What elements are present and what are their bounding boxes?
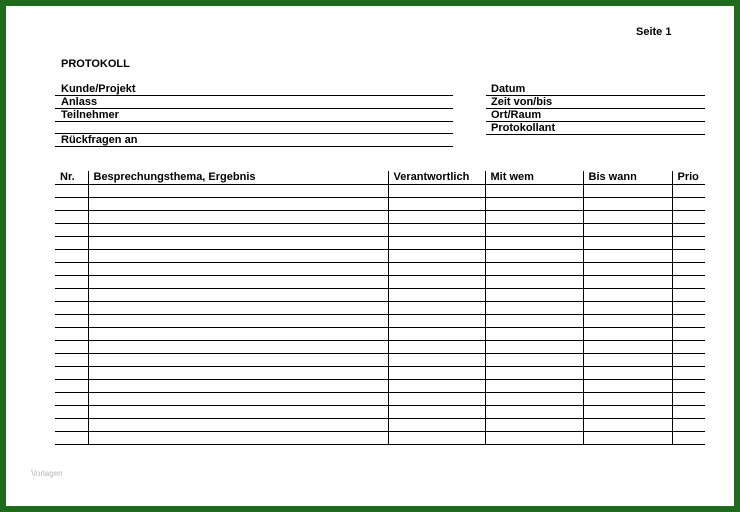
table-row [55,289,705,302]
table-cell[interactable] [388,276,485,289]
table-cell[interactable] [583,315,672,328]
table-cell[interactable] [55,367,88,380]
table-cell[interactable] [55,380,88,393]
table-row [55,367,705,380]
table-cell[interactable] [672,198,705,211]
column-header-verantwortlich: Verantwortlich [388,171,485,185]
table-row [55,302,705,315]
table-cell[interactable] [485,237,583,250]
table-cell[interactable] [388,380,485,393]
table-cell[interactable] [583,367,672,380]
table-header-row [55,171,705,185]
table-cell[interactable] [485,302,583,315]
table-cell[interactable] [88,354,388,367]
table-cell[interactable] [485,393,583,406]
table-cell[interactable] [88,198,388,211]
table-cell[interactable] [583,380,672,393]
column-header-bis-wann: Bis wann [583,171,672,185]
table-body [55,185,705,445]
table-cell[interactable] [388,185,485,198]
table-cell[interactable] [485,315,583,328]
table-cell[interactable] [388,367,485,380]
table-cell[interactable] [672,185,705,198]
table-cell[interactable] [583,263,672,276]
field-zeit: Zeit von/bis [491,96,553,108]
table-cell[interactable] [485,380,583,393]
table-cell[interactable] [88,341,388,354]
table-cell[interactable] [55,315,88,328]
table-cell[interactable] [485,185,583,198]
table-cell[interactable] [55,237,88,250]
table-row [55,315,705,328]
table-cell[interactable] [55,393,88,406]
table-cell[interactable] [672,341,705,354]
page-number: Seite 1 [636,26,672,38]
table-cell[interactable] [672,328,705,341]
table-cell[interactable] [55,419,88,432]
field-ort-raum: Ort/Raum [491,109,542,121]
column-header-prio: Prio [672,171,705,185]
table-cell[interactable] [485,406,583,419]
table-cell[interactable] [388,237,485,250]
field-anlass: Anlass [61,96,98,108]
table-cell[interactable] [583,406,672,419]
protocol-table [55,171,705,445]
table-cell[interactable] [485,250,583,263]
table-cell[interactable] [88,302,388,315]
table-cell[interactable] [388,315,485,328]
table-cell[interactable] [485,419,583,432]
table-cell[interactable] [672,237,705,250]
table-cell[interactable] [672,406,705,419]
table-cell[interactable] [672,380,705,393]
table-cell[interactable] [485,367,583,380]
table-cell[interactable] [583,250,672,263]
table-row [55,237,705,250]
table-cell[interactable] [388,341,485,354]
table-cell[interactable] [485,224,583,237]
table-cell[interactable] [672,315,705,328]
table-cell[interactable] [583,224,672,237]
table-cell[interactable] [55,432,88,445]
table-cell[interactable] [583,393,672,406]
table-cell[interactable] [388,198,485,211]
table-cell[interactable] [88,263,388,276]
table-cell[interactable] [88,276,388,289]
table-cell[interactable] [583,198,672,211]
table-cell[interactable] [55,354,88,367]
table-cell[interactable] [88,211,388,224]
document-title: PROTOKOLL [61,58,130,70]
table-row [55,276,705,289]
field-kunde-projekt: Kunde/Projekt [61,83,136,95]
field-line [55,95,453,96]
table-row [55,224,705,237]
table-row [55,263,705,276]
table-cell[interactable] [388,289,485,302]
table-cell[interactable] [55,198,88,211]
table-row [55,185,705,198]
table-cell[interactable] [388,419,485,432]
table-cell[interactable] [672,367,705,380]
field-datum: Datum [491,83,526,95]
table-cell[interactable] [88,315,388,328]
table-cell[interactable] [672,302,705,315]
table-cell[interactable] [583,276,672,289]
column-header-thema: Besprechungsthema, Ergebnis [88,171,388,185]
table-cell[interactable] [88,237,388,250]
table-cell[interactable] [672,263,705,276]
table-row [55,406,705,419]
table-cell[interactable] [88,380,388,393]
table-cell[interactable] [388,302,485,315]
table-row [55,341,705,354]
document-page [6,6,734,506]
table-cell[interactable] [88,185,388,198]
table-cell[interactable] [55,224,88,237]
table-cell[interactable] [55,211,88,224]
table-cell[interactable] [88,432,388,445]
table-cell[interactable] [55,328,88,341]
table-cell[interactable] [672,354,705,367]
table-cell[interactable] [672,393,705,406]
table-cell[interactable] [485,432,583,445]
table-cell[interactable] [55,406,88,419]
table-row [55,328,705,341]
table-cell[interactable] [55,276,88,289]
table-cell[interactable] [485,276,583,289]
table-cell[interactable] [583,341,672,354]
table-cell[interactable] [388,224,485,237]
table-cell[interactable] [55,185,88,198]
table-cell[interactable] [583,302,672,315]
table-cell[interactable] [88,367,388,380]
table-cell[interactable] [583,211,672,224]
table-cell[interactable] [55,341,88,354]
table-cell[interactable] [583,432,672,445]
table-cell[interactable] [672,211,705,224]
table-cell[interactable] [88,250,388,263]
table-row [55,250,705,263]
table-cell[interactable] [672,224,705,237]
table-cell[interactable] [388,211,485,224]
table-cell[interactable] [672,289,705,302]
footer-watermark: Vorlagen [31,469,63,478]
table-cell[interactable] [485,354,583,367]
table-cell[interactable] [485,198,583,211]
table-cell[interactable] [583,289,672,302]
table-cell[interactable] [485,263,583,276]
field-rueckfragen: Rückfragen an [61,134,138,146]
table-cell[interactable] [388,263,485,276]
table-cell[interactable] [672,432,705,445]
table-cell[interactable] [55,289,88,302]
table-cell[interactable] [88,393,388,406]
table-cell[interactable] [55,302,88,315]
table-cell[interactable] [88,406,388,419]
table-cell[interactable] [88,289,388,302]
table-cell[interactable] [583,354,672,367]
table-cell[interactable] [672,419,705,432]
field-protokollant: Protokollant [491,122,556,134]
table-row [55,432,705,445]
table-cell[interactable] [55,250,88,263]
table-cell[interactable] [388,406,485,419]
table-row [55,354,705,367]
field-teilnehmer: Teilnehmer [61,109,119,121]
table-cell[interactable] [485,289,583,302]
table-cell[interactable] [388,250,485,263]
field-line [55,121,453,122]
field-line [486,134,705,135]
column-header-nr: Nr. [55,171,88,185]
table-row [55,211,705,224]
table-cell[interactable] [672,276,705,289]
table-cell[interactable] [88,419,388,432]
table-cell[interactable] [672,250,705,263]
table-cell[interactable] [583,419,672,432]
table-row [55,380,705,393]
table-row [55,393,705,406]
table-row [55,198,705,211]
table-row [55,419,705,432]
table-cell[interactable] [388,432,485,445]
table-cell[interactable] [388,354,485,367]
table-cell[interactable] [485,211,583,224]
table-cell[interactable] [485,341,583,354]
table-cell[interactable] [88,224,388,237]
table-cell[interactable] [55,263,88,276]
table-cell[interactable] [388,393,485,406]
table-cell[interactable] [583,185,672,198]
table-cell[interactable] [388,328,485,341]
table-cell[interactable] [485,328,583,341]
table-cell[interactable] [583,237,672,250]
column-header-mit-wem: Mit wem [485,171,583,185]
table-cell[interactable] [583,328,672,341]
table-cell[interactable] [88,328,388,341]
field-line [55,146,453,147]
